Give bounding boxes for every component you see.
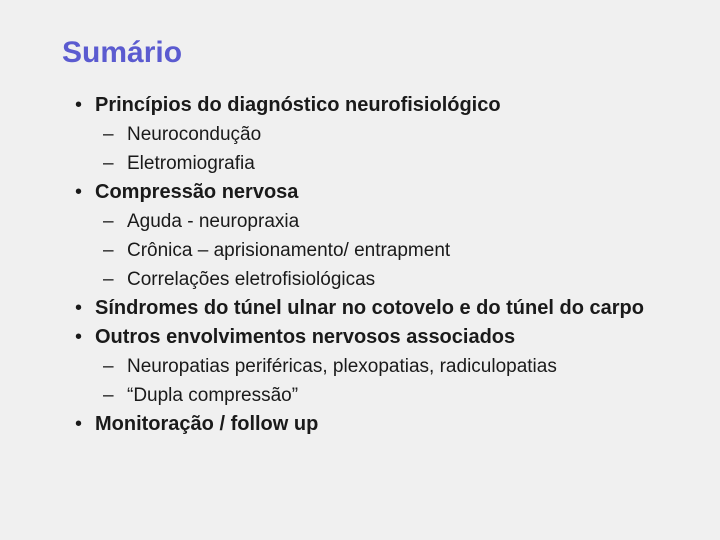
- bullet-icon: •: [75, 181, 83, 203]
- dash-icon: –: [103, 269, 114, 290]
- sub-item-aguda: [103, 211, 675, 232]
- bullet-text: Síndromes do túnel ulnar no cotovelo e do túnel do carpo: [95, 297, 644, 319]
- dash-icon: –: [103, 385, 114, 406]
- bullet-list: [75, 95, 675, 443]
- dash-icon: –: [103, 153, 114, 174]
- sub-list: [95, 211, 675, 290]
- sub-item-text: Eletromiografia: [127, 153, 255, 174]
- sub-item-text: Neurocondução: [127, 124, 262, 145]
- sub-item-text: “Dupla compressão”: [127, 385, 299, 406]
- dash-icon: –: [103, 240, 114, 261]
- bullet-item-sindromes: [75, 298, 675, 319]
- sub-item-text: Crônica – aprisionamento/ entrapment: [127, 240, 451, 261]
- bullet-text: Monitoração / follow up: [95, 413, 319, 435]
- bullet-icon: •: [75, 413, 83, 435]
- bullet-icon: •: [75, 297, 83, 319]
- bullet-icon: •: [75, 94, 83, 116]
- bullet-item-outros: [75, 327, 675, 406]
- sub-item-correlacoes: [103, 269, 675, 290]
- dash-icon: –: [103, 211, 114, 232]
- sub-list: [95, 124, 675, 174]
- bullet-text: Compressão nervosa: [95, 181, 299, 203]
- dash-icon: –: [103, 356, 114, 377]
- sub-item-cronica: [103, 240, 675, 261]
- sub-item-text: Neuropatias periféricas, plexopatias, radiculopatias: [127, 356, 557, 377]
- sub-item-text: Aguda - neuropraxia: [127, 211, 300, 232]
- sub-item-neuroconducao: [103, 124, 675, 145]
- bullet-text: Princípios do diagnóstico neurofisiológico: [95, 94, 501, 116]
- bullet-text: Outros envolvimentos nervosos associados: [95, 326, 516, 348]
- bullet-icon: •: [75, 326, 83, 348]
- bullet-item-monitoracao: [75, 414, 675, 435]
- sub-item-text: Correlações eletrofisiológicas: [127, 269, 376, 290]
- sub-list: [95, 356, 675, 406]
- sub-item-dupla-compressao: [103, 385, 675, 406]
- bullet-item-compressao: [75, 182, 675, 290]
- bullet-item-principios: [75, 95, 675, 174]
- dash-icon: –: [103, 124, 114, 145]
- slide-title: Sumário: [62, 36, 183, 69]
- sub-item-neuropatias: [103, 356, 675, 377]
- sub-item-eletromiografia: [103, 153, 675, 174]
